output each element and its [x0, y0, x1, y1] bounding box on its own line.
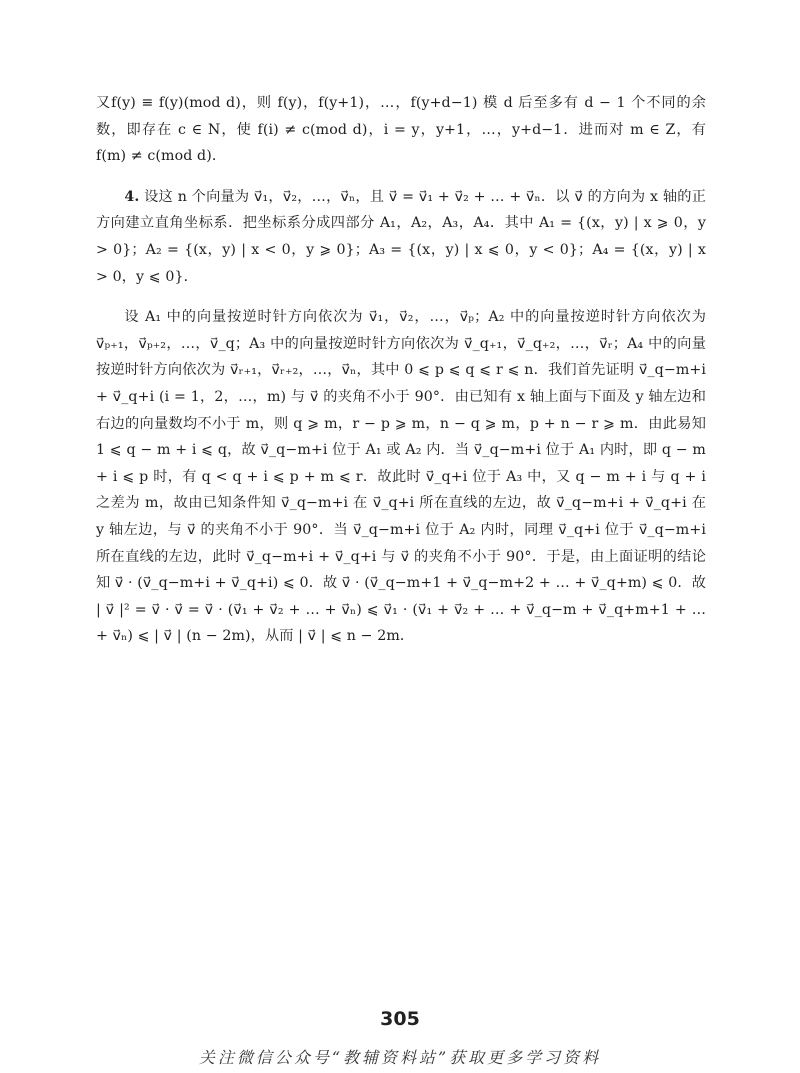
problem-number: 4.	[124, 188, 140, 205]
paragraph-proof: 设 A₁ 中的向量按逆时针方向依次为 v⃗₁，v⃗₂，…，v⃗ₚ；A₂ 中的向量按逆时针方向依次为 v⃗ₚ₊₁，v⃗ₚ₊₂，…，v⃗_q；A₃ 中的向量按逆时针方向依次为 v⃗_q₊₁，v⃗_q₊₂，…，v⃗ᵣ；A₄ 中的向量按逆时针方向依次为 v⃗ᵣ₊₁，v⃗ᵣ₊₂，…，v⃗ₙ，其中 0 ⩽ p ⩽ q ⩽ r ⩽ n．我们首先证明 v⃗_q−m+i + v⃗_q+i (i = 1，2，…，m) 与 v⃗ 的夹角不小于 90°．由已知有 x 轴上面与下面及 y 轴左边和右边的向量数均不小于 m，则 q ⩾ m，r − p ⩾ m，n − q ⩾ m，p + n − r ⩾ m．由此易知 1 ⩽ q − m + i ⩽ q，故 v⃗_q−m+i 位于 A₁ 或 A₂ 内．当 v⃗_q−m+i 位于 A₁ 内时，即 q − m + i ⩽ p 时，有 q < q + i ⩽ p + m ⩽ r．故此时 v⃗_q+i 位于 A₃ 中，又 q − m + i 与 q + i 之差为 m，故由已知条件知 v⃗_q−m+i 在 v⃗_q+i 所在直线的左边，故 v⃗_q−m+i + v⃗_q+i 在 y 轴左边，与 v⃗ 的夹角不小于 90°．当 v⃗_q−m+i 位于 A₂ 内时，同理 v⃗_q+i 位于 v⃗_q−m+i 所在直线的左边，此时 v⃗_q−m+i + v⃗_q+i 与 v⃗ 的夹角不小于 90°．于是，由上面证明的结论知 v⃗ · (v⃗_q−m+i + v⃗_q+i) ⩽ 0．故 v⃗ · (v⃗_q−m+1 + v⃗_q−m+2 + … + v⃗_q+m) ⩽ 0．故 | v⃗ |² = v⃗ · v⃗ = v⃗ · (v⃗₁ + v⃗₂ + … + v⃗ₙ) ⩽ v⃗₁ · (v⃗₁ + v⃗₂ + … + v⃗_q−m + v⃗_q+m+1 + … + v⃗ₙ) ⩽ | v⃗ | (n − 2m)，从而 | v⃗ | ⩽ n − 2m．	[96, 309, 706, 645]
footer-note: 关注微信公众号“教辅资料站”获取更多学习资料	[198, 1048, 602, 1067]
paragraph-continuation: 又f(y) ≡ f(y)(mod d)，则 f(y)，f(y+1)，…，f(y+d−1) 模 d 后至多有 d − 1 个不同的余数，即存在 c ∈ N，使 f(i) ≠ c(mod d)，i = y，y+1，…，y+d−1．进而对 m ∈ Z，有 f(m) ≠ c(mod d)．	[96, 95, 706, 165]
problem-4-text: 设这 n 个向量为 v⃗₁，v⃗₂，…，v⃗ₙ，且 v⃗ = v⃗₁ + v⃗₂ + … + v⃗ₙ．以 v⃗ 的方向为 x 轴的正方向建立直角坐标系．把坐标系分成四部分 A₁，A₂，A₃，A₄．其中 A₁ = {(x，y) | x ⩾ 0，y > 0}；A₂ = {(x，y) | x < 0，y ⩾ 0}；A₃ = {(x，y) | x ⩽ 0，y < 0}；A₄ = {(x，y) | x > 0，y ⩽ 0}．	[96, 188, 706, 285]
page-number: 305	[380, 1008, 420, 1030]
paragraph-problem-4	[96, 184, 706, 290]
document-body	[96, 90, 706, 650]
